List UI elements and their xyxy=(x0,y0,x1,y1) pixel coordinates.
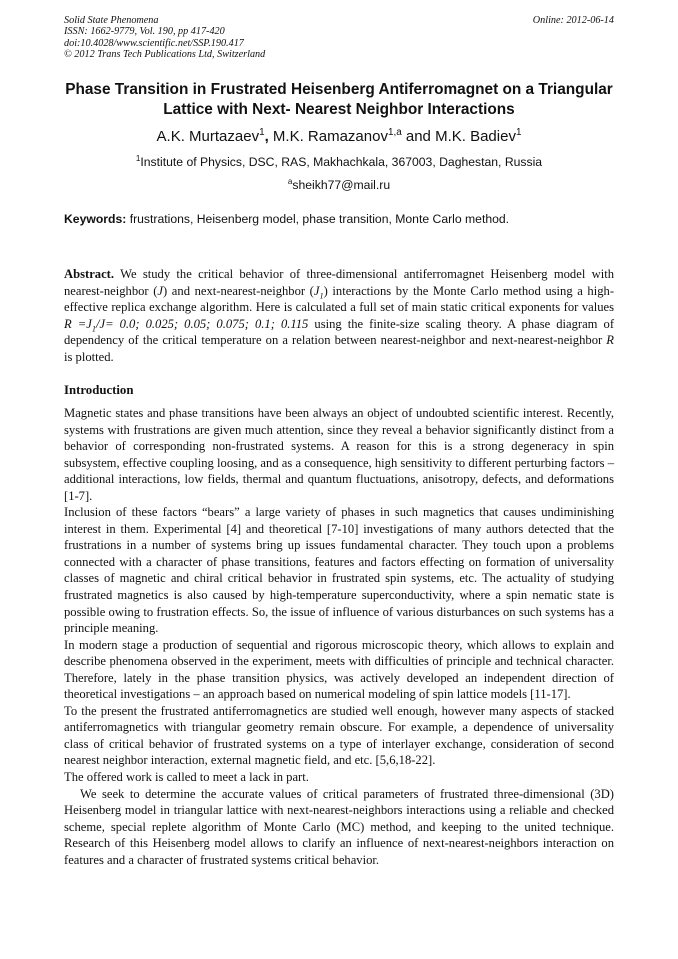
issn-line: ISSN: 1662-9779, Vol. 190, pp 417-420 xyxy=(64,26,225,38)
paragraph: Inclusion of these factors “bears” a large variety of phases in such magnetics that causes undiminishing interest in them. Experimental [4] and theoretical [7-10] investigations of many authors detected that the frustrations in a number of systems bring up issues fundamental character. They touch upon a problems connected with a character of phase transitions, features and factors effecting on formation of universality classes of magnetic and chiral critical behavior in frustrated spin systems, etc. The actuality of studying frustrated magnetics is also caused by high-temperature superconductivity, where a spin nematic state is possible owing to frustration effects. So, the issue of influence of various disturbances on such systems has a principle meaning. xyxy=(64,505,614,636)
paragraph: We seek to determine the accurate values of critical parameters of frustrated three-dimensional (3D) Heisenberg model in triangular lattice with next-nearest-neighbors interactions using a reliable and checked scheme, special replete algorithm of Monte Carlo (MC) method, and keeping to the united technique. Research of this Heisenberg model allows to clarify an influence of next-nearest-neighbors interaction on features and a character of frustrated systems critical behavior. xyxy=(64,786,614,867)
doi-line: doi:10.4028/www.scientific.net/SSP.190.417 xyxy=(64,37,244,49)
affiliation-mark: 1 xyxy=(135,153,141,163)
abstract-text: is plotted. xyxy=(64,349,114,364)
section-heading-introduction: Introduction xyxy=(64,383,134,397)
abstract-symbol: J xyxy=(313,283,320,298)
author-affil-mark: 1 xyxy=(259,127,265,138)
abstract xyxy=(64,266,614,366)
author-affil-mark: 1,a xyxy=(387,127,402,138)
abstract-subscript: 1 xyxy=(319,291,324,301)
abstract-text: ) interactions by the Monte Carlo method using a high-effective replica exchange algorithm. Here is calculated a full set of main static critical exponents for values xyxy=(64,283,615,315)
abstract-text: ) and next-nearest-neighbor ( xyxy=(163,283,314,298)
affiliation xyxy=(0,155,678,169)
keywords-label: Keywords: xyxy=(64,212,127,226)
paragraph: In modern stage a production of sequential and rigorous microscopic theory, which allows to explain and describe phenomena observed in the experiment, meets with difficulties of principle and technical character. Therefore, lately in the phase transition physics, was actively developed an independent direction of theoretical investigations – an approach based on numerical modeling of spin lattice models [11-17]. xyxy=(64,637,614,702)
author-name: A.K. Murtazaev xyxy=(156,128,260,145)
abstract-subscript: 1 xyxy=(91,324,96,334)
abstract-text: We study the critical behavior of three-dimensional antiferromagnet Heisenberg model with nearest-neighbor ( xyxy=(64,267,614,298)
paragraph: The offered work is called to meet a lack in part. xyxy=(64,770,309,785)
abstract-symbol: R xyxy=(606,333,614,348)
copyright-line: © 2012 Trans Tech Publications Ltd, Switzerland xyxy=(64,49,266,61)
online-date: Online: 2012-06-14 xyxy=(532,15,614,26)
abstract-values: /J= 0.0; 0.025; 0.05; 0.075; 0.1; 0.115 xyxy=(95,316,309,331)
paper-title: Phase Transition in Frustrated Heisenberg Antiferromagnet on a Triangular Lattice with Next- Nearest Neighbor Interactions xyxy=(65,81,613,118)
author-separator: , xyxy=(264,128,273,145)
affiliation-text: Institute of Physics, DSC, RAS, Makhachkala, 367003, Daghestan, Russia xyxy=(140,155,543,169)
keywords-text: frustrations, Heisenberg model, phase transition, Monte Carlo method. xyxy=(126,212,510,226)
author-separator: and xyxy=(401,128,436,145)
email-address[interactable]: sheikh77@mail.ru xyxy=(292,178,391,192)
author-affil-mark: 1 xyxy=(515,127,522,138)
journal-name: Solid State Phenomena xyxy=(64,15,159,26)
abstract-text: using the finite-size scaling theory. A phase diagram of dependency of the critical temperature on a relation between nearest-neighbor and next-nearest-neighbor xyxy=(64,316,615,348)
abstract-symbol: J xyxy=(157,283,164,298)
keywords xyxy=(64,212,614,226)
introduction-body xyxy=(64,405,614,868)
paragraph: To the present the frustrated antiferromagnetics are studied well enough, however many aspects of stacked antiferromagnetics with triangular geometry remain obscure. For example, a dependence of universality class of critical behavior of frustrated systems on a type of interlayer exchange, consideration of second nearest neighbor interaction, external magnetic field, and etc. [5,6,18-22]. xyxy=(64,703,614,768)
abstract-values: R =J xyxy=(64,316,92,331)
email-mark: a xyxy=(287,176,293,186)
author-list xyxy=(0,128,678,145)
paragraph: Magnetic states and phase transitions have been always an object of undoubted scientific interest. Recently, systems with frustrations are given much attention, since they reveal a behavior significantly distinct from a behavior of corresponding non-frustrated systems. A reason for this is a strong degeneracy in spin subsystem, effective coupling loosing, and as a consequence, high sensitivity to different perturbing factors – additional interactions, low fields, thermal and quantum fluctuations, anisotropy, defects, and deformations [1-7]. xyxy=(64,406,614,503)
journal-header xyxy=(64,15,614,61)
author-name: M.K. Ramazanov xyxy=(272,128,388,145)
corresponding-email xyxy=(0,178,678,192)
author-name: M.K. Badiev xyxy=(435,128,516,145)
abstract-label: Abstract. xyxy=(64,267,115,281)
